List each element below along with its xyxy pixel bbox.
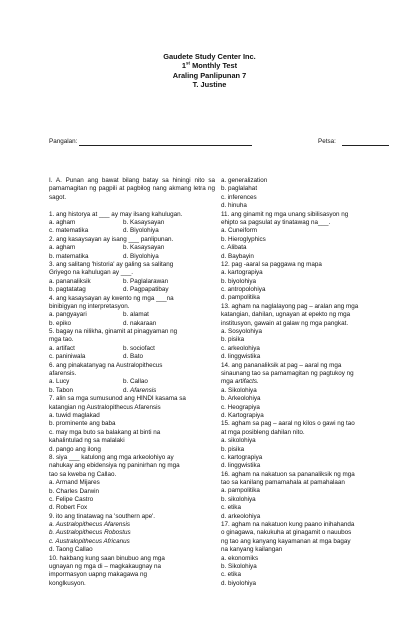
choice-option: b. Paglalarawan <box>123 277 169 285</box>
choice-option: b. epiko <box>49 319 72 327</box>
question-line: d. linggwistika <box>221 353 261 361</box>
choice-option: b. pagtatatag <box>49 286 86 294</box>
question-line: b. paglalahat <box>221 185 258 193</box>
choice-row <box>49 387 215 395</box>
choice-row <box>49 244 215 252</box>
question-line: nahukay ang ebidensiya ng paninirhan ng mga <box>49 462 180 470</box>
choice-option: d. Bato <box>123 353 143 361</box>
test-title <box>0 61 419 70</box>
question-line: 13. agham na naglalayong pag – aralan ang mga <box>221 302 359 310</box>
right-column <box>221 177 397 588</box>
question-line: 9. ito ang tinatawag na 'southern ape'. <box>49 512 156 520</box>
question-line: d. linggwistika <box>221 462 261 470</box>
question-line: katangian, dahilan, ugnayan at epekto ng mga <box>221 311 351 319</box>
question-line: a. generalization <box>221 177 268 184</box>
choice-row <box>49 278 215 286</box>
question-line: b. Hieroglyphics <box>221 235 266 243</box>
question-line: konglkusyon. <box>49 579 86 587</box>
question-line: 6. ang pinakatanyag na Australopithecus <box>49 361 163 369</box>
question-line: a. Sosyolohiya <box>221 328 262 336</box>
question-line: a. tuwid maglakad <box>49 411 100 419</box>
choice-row <box>49 320 215 328</box>
question-line: c. antropolohiya <box>221 286 266 294</box>
question-line: institusyon, gawain at galaw ng mga pangkat. <box>221 319 349 327</box>
question-line: 15. agham sa pag – aaral ng kilos o gawi ng tao <box>221 420 355 428</box>
question-line: Griyego na kahulugan ay ___. <box>49 269 134 277</box>
question-line: 2. ang kasaysayan ay isang ___ panlipunan. <box>49 235 174 243</box>
document-header <box>0 52 419 89</box>
question-line: d. pango ang ilong <box>49 445 101 453</box>
question-line: d. pampolitika <box>221 294 260 302</box>
choice-option: a. agham <box>49 244 76 252</box>
choice-row <box>49 311 215 319</box>
question-line: d. Taong Callao <box>49 546 93 554</box>
choice-option: a. Lucy <box>49 378 70 386</box>
question-line: d. Robert Fox <box>49 504 88 512</box>
question-line: b. sikolohiya <box>221 495 256 503</box>
test-number: 1 <box>181 61 186 71</box>
choice-option: d. Biyolohiya <box>123 227 159 235</box>
name-blank-line <box>79 145 252 146</box>
question-line: 16. agham na nakatuon sa pananaliksik ng mga <box>221 470 355 478</box>
choice-option: c. paniniwala <box>49 353 86 361</box>
question-line: 11. ang ginamit ng mga unang sibilisasyon ng <box>221 210 349 218</box>
choice-option: a. agham <box>49 219 76 226</box>
question-line: c. Australopithecus Africanus <box>49 537 130 545</box>
question-line: 8. siya ___ katulong ang mga arkeolohiyo ay <box>49 453 174 461</box>
question-line: 10. hakbang kung saan binubuo ang mga <box>49 554 165 562</box>
choice-option: b. Tabon <box>49 386 74 394</box>
question-line: sinaunang tao sa pamamagitan ng pagtukoy ng <box>221 369 354 377</box>
test-title-rest: Monthly Test <box>190 61 238 71</box>
question-line: a. Armand Mijares <box>49 479 100 487</box>
choice-row <box>49 353 215 361</box>
right-question-list <box>221 177 397 588</box>
choice-option: b. matematika <box>49 252 89 260</box>
question-line: c. Alibata <box>221 244 247 252</box>
question-line: tao sa kanilang pamamahala at pamahalaan <box>221 479 345 487</box>
question-line: mga artifacts. <box>221 378 259 386</box>
question-line: na kanyang kailangan <box>221 546 283 554</box>
choice-option: b. Callao <box>123 378 148 386</box>
question-line: b. biyolohiya <box>221 277 257 285</box>
choice-option: b. alamat <box>123 311 149 319</box>
question-line: b. Australopithecus Robostus <box>49 529 131 537</box>
question-line: o ginagawa, nakukuha at ginagamit o nauubos <box>221 529 352 537</box>
choice-option: b. sociofact <box>123 344 155 352</box>
choice-row <box>49 345 215 353</box>
question-line: afarensis. <box>49 370 77 378</box>
question-line: c. inferences <box>221 193 257 201</box>
question-line: b. Arkeolohiya <box>221 395 261 403</box>
choice-row <box>49 286 215 294</box>
question-line: kahalintulad ng sa malalaki <box>49 437 125 445</box>
question-line: b. Sikolohiya <box>221 562 257 570</box>
choice-option: a. artifact <box>49 344 75 352</box>
question-line: ugnayan ng mga di – magkakaugnay na <box>49 563 162 571</box>
question-line: b. prominente ang baba <box>49 420 116 428</box>
question-line: katangian ng Australopithecus Afarensis <box>49 403 161 411</box>
question-line: a. Sikolohiya <box>221 386 257 394</box>
choice-row <box>49 227 215 235</box>
question-line: d. Baybayin <box>221 252 254 260</box>
question-line: ehipto sa pagsulat ay tinatawag na___. <box>221 218 331 226</box>
question-line: 4. ang kasaysayan ay kwento ng mga ___na <box>49 294 174 302</box>
question-line: a. sikolohiya <box>221 437 256 445</box>
question-line: d. biyolohiya <box>221 579 257 587</box>
question-line: 3. ang salitang 'historia' ay galing sa salitang <box>49 260 174 268</box>
question-line: c. etika <box>221 504 241 512</box>
left-question-list <box>49 211 215 589</box>
question-line: c. kartograpiya <box>221 453 263 461</box>
question-line: tao sa kweba ng Callao. <box>49 470 117 478</box>
choice-option: a. pangyayari <box>49 311 87 319</box>
choice-option: d. Biyolohiya <box>123 252 159 260</box>
choice-option: d. Afarensis <box>123 386 157 394</box>
test-ordinal: st <box>186 60 191 66</box>
choice-option: b. Kasaysayan <box>123 219 165 226</box>
teacher-name: T. Justine <box>192 79 227 89</box>
school-name: Gaudete Study Center Inc. <box>163 52 256 61</box>
question-line: binibigyan ng interpretasyon. <box>49 302 130 310</box>
question-line: 12. pag -aaral sa paggawa ng mapa <box>221 260 322 268</box>
choice-row <box>49 253 215 261</box>
question-line: b. Charles Darwin <box>49 487 100 495</box>
question-line: b. pisika <box>221 336 245 344</box>
question-line: d. hinuha <box>221 202 247 210</box>
choice-option: d. nakaraan <box>123 319 157 327</box>
question-line: a. Australopithecus Afarensis <box>49 521 131 529</box>
choice-row <box>49 219 215 227</box>
question-line: c. Heograpiya <box>221 403 260 411</box>
question-line: 7. alin sa mga sumusunod ang HINDI kasama sa <box>49 395 186 403</box>
question-line: d. arkeolohiya <box>221 512 261 520</box>
question-line: at mga posibleng dahilan nito. <box>221 428 305 436</box>
question-line: 5. bagay na nilikha, ginamit at pinagyaman ng <box>49 328 178 336</box>
question-line: c. arkeolohiya <box>221 344 260 352</box>
question-line: a. ekonomiks <box>221 554 259 562</box>
choice-row <box>49 378 215 386</box>
question-line: ng tao ang kanyang kayamanan at mga bagay <box>221 537 351 545</box>
question-line: impormasyon uapng makagawa ng <box>49 571 148 579</box>
question-line: a. pampolitika <box>221 487 260 495</box>
question-line: 14. ang pananaliksik at pag – aaral ng mga <box>221 361 342 369</box>
question-line: d. Kartograpiya <box>221 411 264 419</box>
question-line: c. etika <box>221 571 241 579</box>
question-line: a. Cuneiform <box>221 227 258 235</box>
choice-option: b. Kasaysayan <box>123 244 165 252</box>
date-blank-line <box>342 145 389 146</box>
question-line: b. pisika <box>221 445 245 453</box>
question-line: 17. agham na nakatuon kung paano inihahanda <box>221 521 355 529</box>
name-label: Pangalan: <box>49 138 78 145</box>
choice-option: c. matematika <box>49 227 89 235</box>
choice-option: d. Pagpapatibay <box>123 286 169 294</box>
instruction-text: I. A. Punan ang bawat bilang batay sa hiningi nito sa pamamagitan ng pagpili at pagbilog nang akmang letra ng sagot. <box>49 177 215 201</box>
question-line: mga tao. <box>49 336 74 344</box>
question-line: a. kartograpiya <box>221 269 263 277</box>
date-label: Petsa: <box>318 138 336 145</box>
question-line: 1. ang historya at ___ ay may ilsang kahulugan. <box>49 210 183 218</box>
question-line: c. may mga buto sa balakang at binti na <box>49 428 161 436</box>
left-column <box>49 177 215 588</box>
choice-option: a. pananaliksik <box>49 277 91 285</box>
subject-name: Araling Panlipunan 7 <box>172 70 247 80</box>
question-line: c. Felipe Castro <box>49 495 94 503</box>
